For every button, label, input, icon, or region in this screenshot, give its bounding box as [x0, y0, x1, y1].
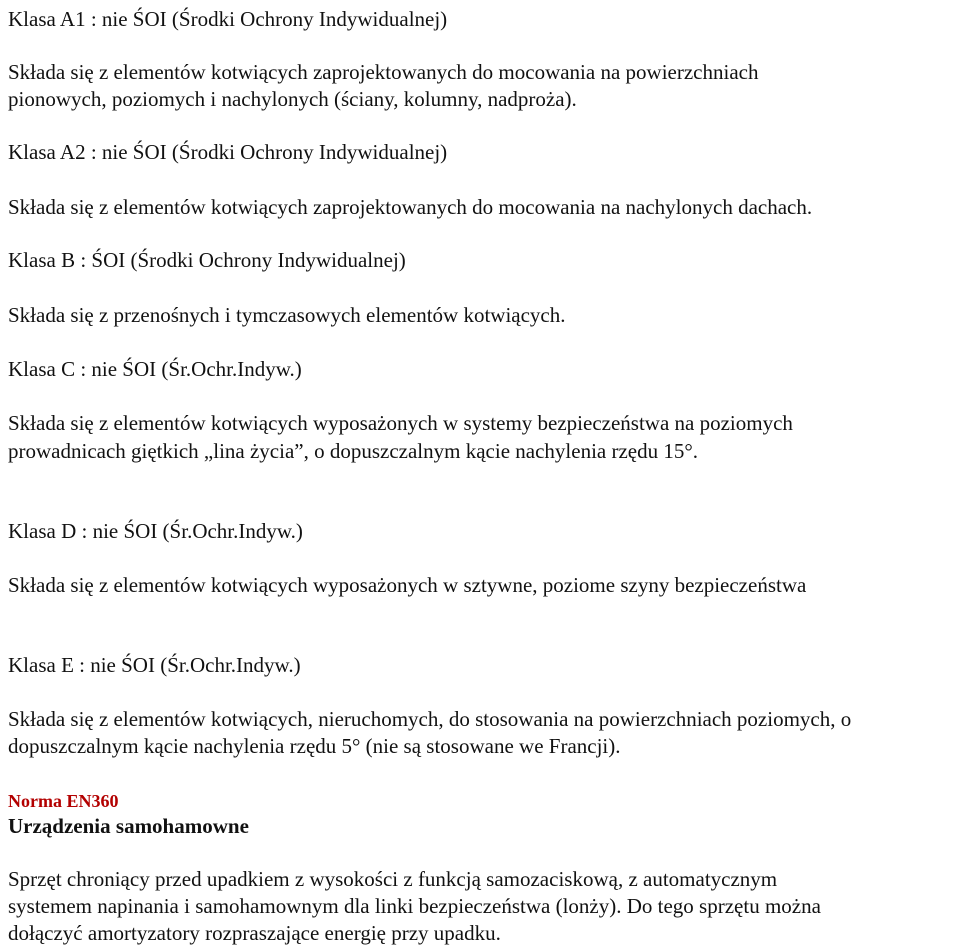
body-line-c-1: Składa się z elementów kotwiących wyposażonych w systemy bezpieczeństwa na poziomych [8, 411, 793, 435]
norma-body-line-3: dołączyć amortyzatory rozpraszające energię przy upadku. [8, 921, 501, 945]
body-line-a1-2: pionowych, poziomych i nachylonych (ściany, kolumny, nadproża). [8, 87, 577, 111]
heading-klasa-c: Klasa C : nie ŚOI (Śr.Ochr.Indyw.) [8, 357, 302, 381]
body-line-a1-1: Składa się z elementów kotwiących zaprojektowanych do mocowania na powierzchniach [8, 60, 759, 84]
norma-body-line-2: systemem napinania i samohamownym dla linki bezpieczeństwa (lonży). Do tego sprzętu można [8, 894, 821, 918]
norma-title: Norma EN360 [8, 791, 119, 811]
norma-body-line-1: Sprzęt chroniący przed upadkiem z wysokości z funkcją samozaciskową, z automatycznym [8, 867, 778, 891]
body-line-a2-1: Składa się z elementów kotwiących zaprojektowanych do mocowania na nachylonych dachach. [8, 195, 813, 219]
heading-klasa-d: Klasa D : nie ŚOI (Śr.Ochr.Indyw.) [8, 519, 303, 543]
body-line-d-1: Składa się z elementów kotwiących wyposażonych w sztywne, poziome szyny bezpieczeństwa [8, 573, 807, 597]
heading-klasa-a1: Klasa A1 : nie ŚOI (Środki Ochrony Indywidualnej) [8, 7, 448, 31]
norma-subtitle: Urządzenia samohamowne [8, 814, 249, 838]
body-line-c-2: prowadnicach giętkich „lina życia”, o dopuszczalnym kącie nachylenia rzędu 15°. [8, 439, 699, 463]
body-line-b-1: Składa się z przenośnych i tymczasowych elementów kotwiących. [8, 303, 566, 327]
heading-klasa-a2: Klasa A2 : nie ŚOI (Środki Ochrony Indywidualnej) [8, 140, 448, 164]
body-line-e-2: dopuszczalnym kącie nachylenia rzędu 5° (nie są stosowane we Francji). [8, 734, 621, 758]
heading-klasa-e: Klasa E : nie ŚOI (Śr.Ochr.Indyw.) [8, 653, 301, 677]
heading-klasa-b: Klasa B : ŚOI (Środki Ochrony Indywidualnej) [8, 248, 406, 272]
body-line-e-1: Składa się z elementów kotwiących, nieruchomych, do stosowania na powierzchniach poziomych, o [8, 707, 852, 731]
